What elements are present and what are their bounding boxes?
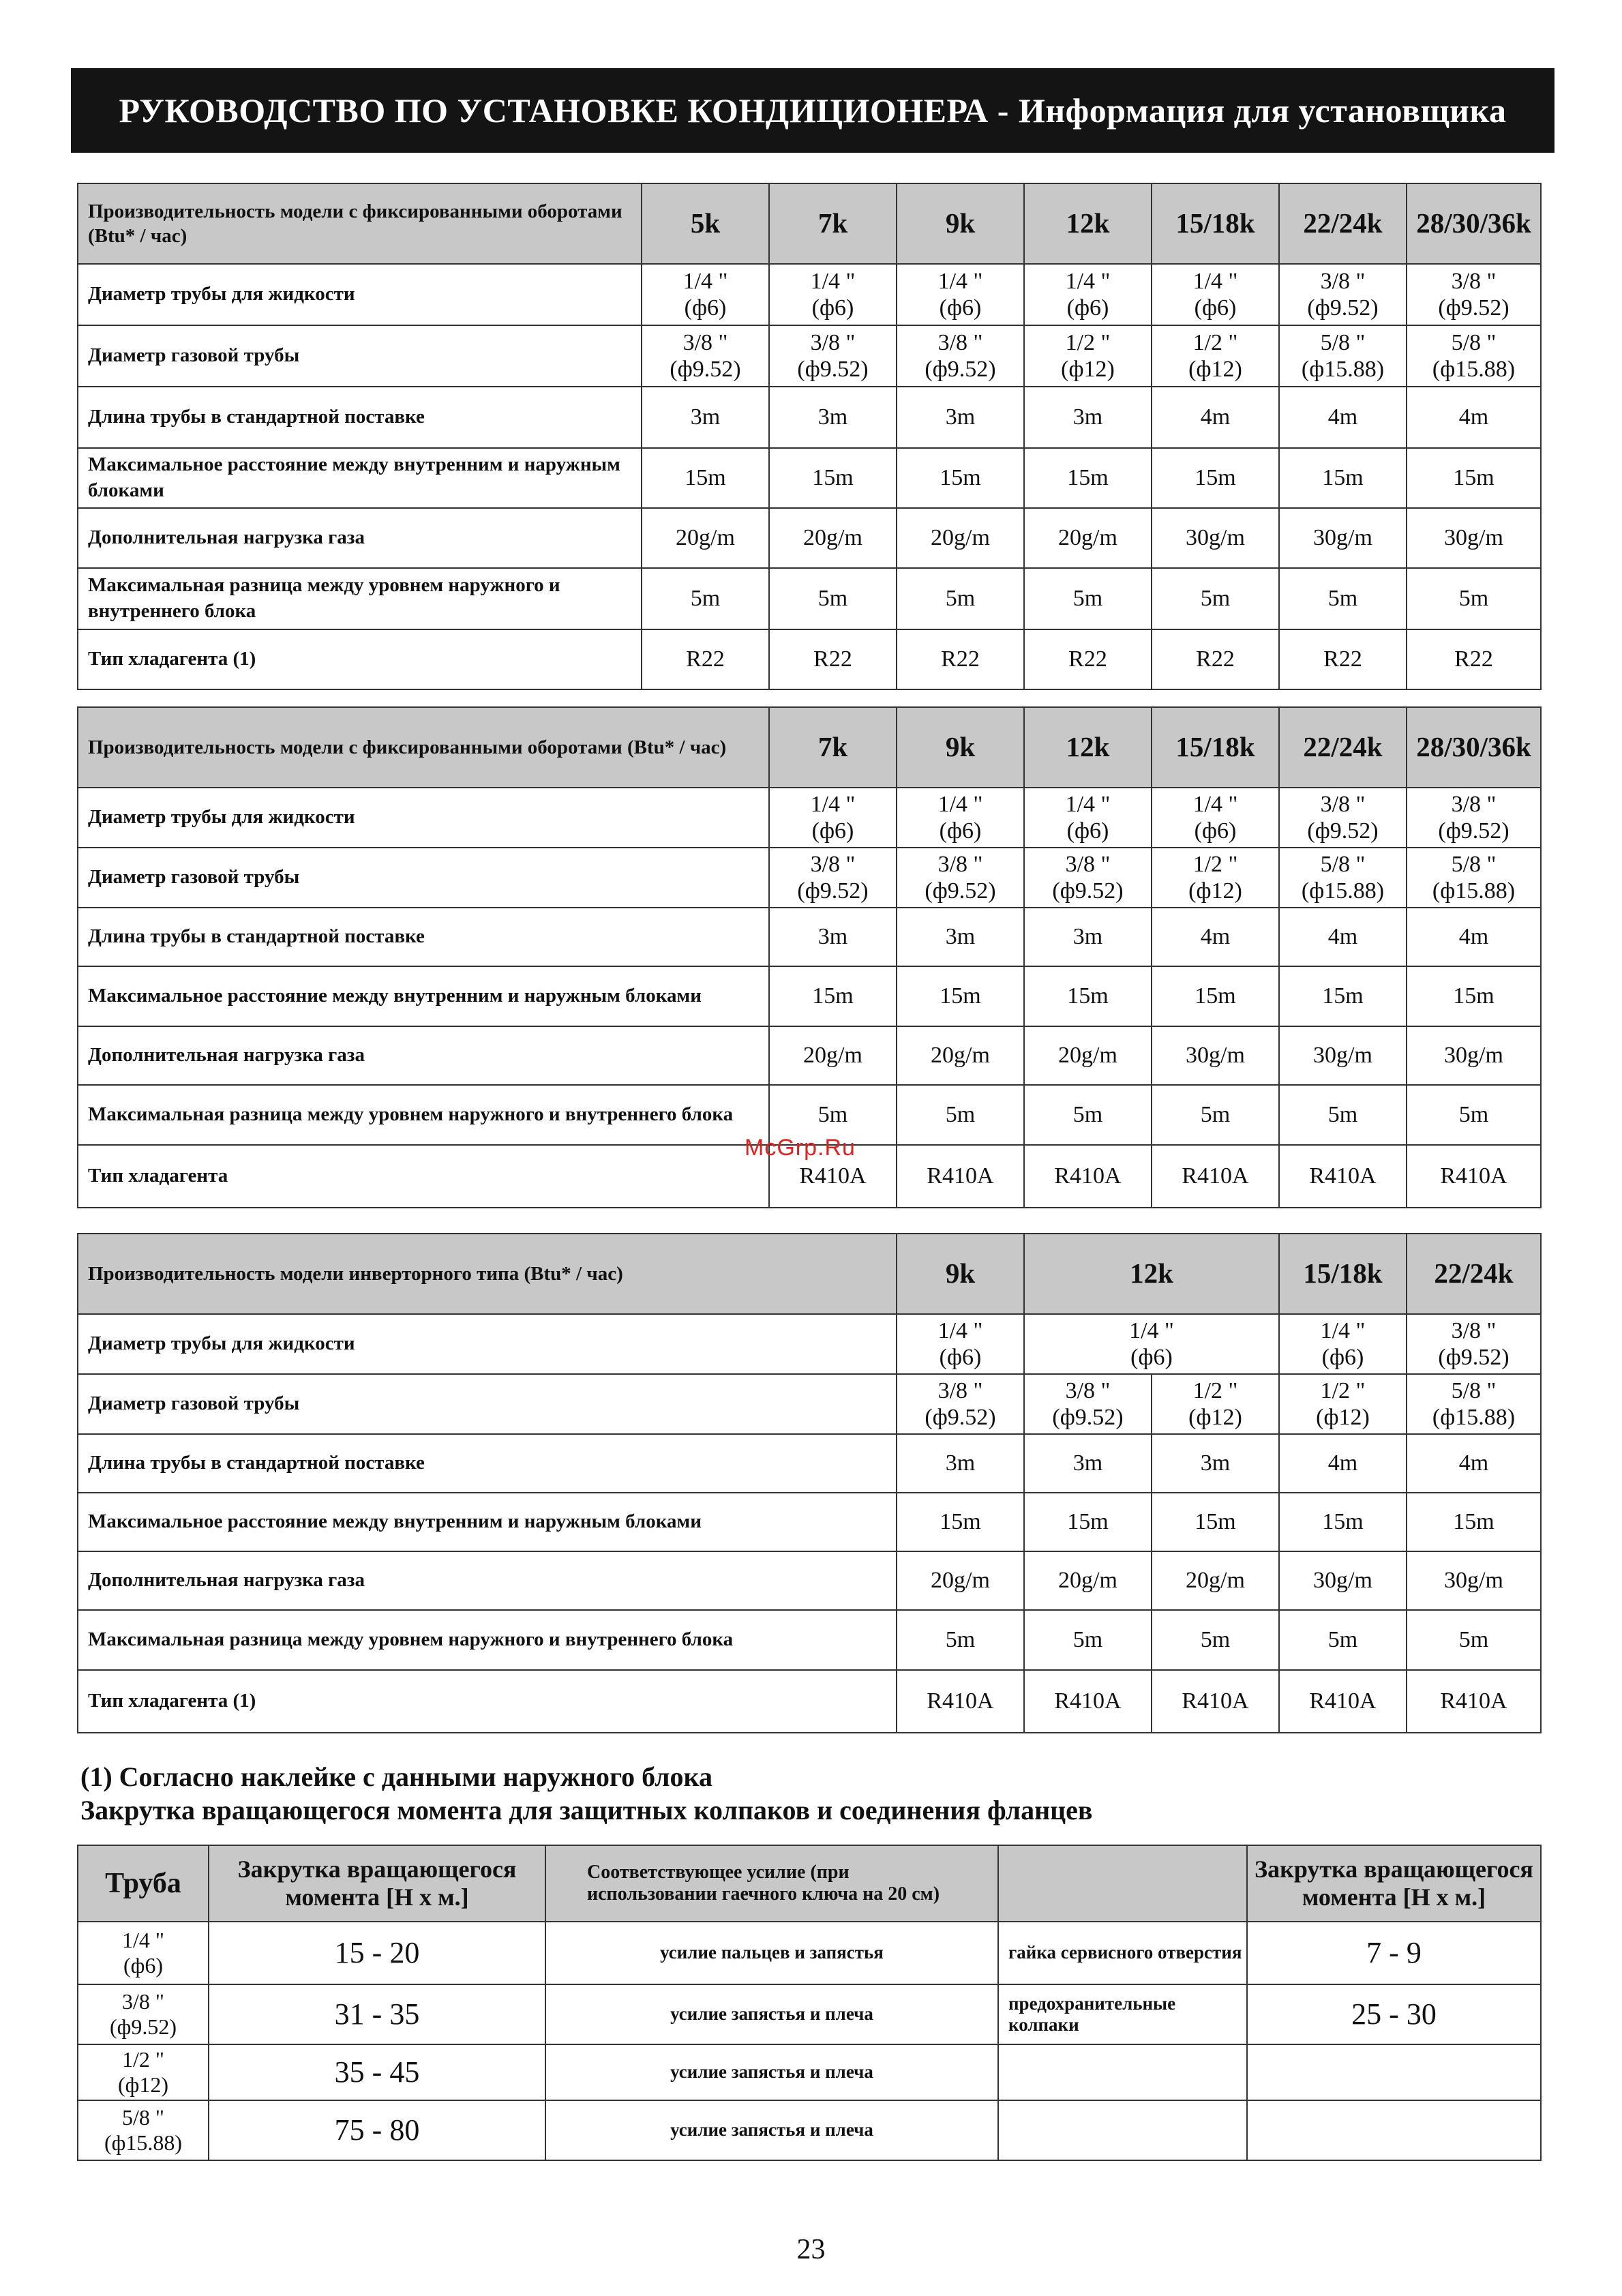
column-header: 28/30/36k bbox=[1407, 183, 1541, 264]
table-row bbox=[78, 568, 1541, 629]
table-row bbox=[78, 966, 1541, 1026]
table-cell: 5/8 " (ф15.88) bbox=[1279, 848, 1407, 908]
table-cell: 3m bbox=[897, 1434, 1024, 1493]
table-cell: 20g/m bbox=[897, 508, 1024, 568]
table-cell: 30g/m bbox=[1279, 1026, 1407, 1085]
table-cell: 20g/m bbox=[897, 1551, 1024, 1610]
spec-table-fixed-r22 bbox=[77, 183, 1542, 690]
row-label: Дополнительная нагрузка газа bbox=[78, 1551, 897, 1610]
table-cell: 1/4 " (ф6) bbox=[1279, 1314, 1407, 1374]
table-cell: R410A bbox=[769, 1145, 897, 1208]
table-cell: 4m bbox=[1279, 908, 1407, 966]
table-row bbox=[78, 1610, 1541, 1670]
column-header: 7k bbox=[769, 707, 897, 788]
table-cell: 1/4 " (ф6) bbox=[1152, 788, 1279, 848]
column-header: 12k bbox=[1024, 183, 1152, 264]
table-cell: 5/8 " (ф15.88) bbox=[1407, 325, 1541, 387]
table-cell: 15m bbox=[1152, 1493, 1279, 1551]
table-cell: 3/8 " (ф9.52) bbox=[1279, 788, 1407, 848]
table-header-row bbox=[78, 183, 1541, 264]
column-header: 12k bbox=[1024, 707, 1152, 788]
table-cell: 3m bbox=[897, 387, 1024, 448]
table-cell: 1/4 " (ф6) bbox=[769, 264, 897, 325]
table-cell: 5m bbox=[1279, 1610, 1407, 1670]
row-label: Дополнительная нагрузка газа bbox=[78, 508, 642, 568]
spec-table-inverter bbox=[77, 1233, 1542, 1733]
table-cell: 3/8 " (ф9.52) bbox=[897, 325, 1024, 387]
column-header: 7k bbox=[769, 183, 897, 264]
table-cell: 30g/m bbox=[1152, 508, 1279, 568]
table-cell: 15m bbox=[1024, 1493, 1152, 1551]
table-caption: Производительность модели инверторного типа (Btu* / час) bbox=[78, 1234, 897, 1314]
row-label: Тип хладагента (1) bbox=[78, 1670, 897, 1733]
table-cell: 3/8 " (ф9.52) bbox=[897, 848, 1024, 908]
table-cell: 3m bbox=[1024, 1434, 1152, 1493]
table-cell: 1/4 " (ф6) bbox=[897, 1314, 1024, 1374]
table-cell: 20g/m bbox=[1024, 1026, 1152, 1085]
table-cell: 5/8 " (ф15.88) bbox=[1407, 848, 1541, 908]
table-cell: 1/2 " (ф12) bbox=[1024, 325, 1152, 387]
table-cell: 5/8 " (ф15.88) bbox=[78, 2100, 209, 2160]
table-cell: 1/4 " (ф6) bbox=[1152, 264, 1279, 325]
table-cell: 20g/m bbox=[769, 1026, 897, 1085]
table-cell: 75 - 80 bbox=[209, 2100, 545, 2160]
table-cell: R22 bbox=[1024, 629, 1152, 689]
table-cell: 1/4 " (ф6) bbox=[1024, 788, 1152, 848]
row-label: Максимальная разница между уровнем наружного и внутреннего блока bbox=[78, 1085, 769, 1145]
table-cell: 3/8 " (ф9.52) bbox=[642, 325, 769, 387]
table-cell: 1/4 " (ф6) bbox=[1024, 1314, 1279, 1374]
table-cell: 15m bbox=[1024, 966, 1152, 1026]
table-cell: R22 bbox=[1407, 629, 1541, 689]
table-cell: 4m bbox=[1279, 1434, 1407, 1493]
table-header-row bbox=[78, 707, 1541, 788]
table-row bbox=[78, 1922, 1541, 1984]
column-header: 22/24k bbox=[1407, 1234, 1541, 1314]
table-row bbox=[78, 508, 1541, 568]
column-header bbox=[998, 1845, 1247, 1922]
table-row bbox=[78, 629, 1541, 689]
table-cell: 1/4 " (ф6) bbox=[897, 264, 1024, 325]
row-label: Дополнительная нагрузка газа bbox=[78, 1026, 769, 1085]
table-cell: усилие запястья и плеча bbox=[545, 2100, 998, 2160]
table-caption: Производительность модели с фиксированными оборотами (Btu* / час) bbox=[78, 183, 642, 264]
table-cell: 15m bbox=[1407, 966, 1541, 1026]
row-label: Тип хладагента (1) bbox=[78, 629, 642, 689]
table-cell: R22 bbox=[897, 629, 1024, 689]
table-cell: 30g/m bbox=[1279, 508, 1407, 568]
table-cell: 5m bbox=[1407, 1610, 1541, 1670]
column-header: 22/24k bbox=[1279, 707, 1407, 788]
table-cell: 5m bbox=[1279, 1085, 1407, 1145]
column-header: Труба bbox=[78, 1845, 209, 1922]
table-cell: 5m bbox=[897, 1085, 1024, 1145]
table-cell: 1/2 " (ф12) bbox=[78, 2044, 209, 2100]
table-cell: гайка сервисного отверстия bbox=[998, 1922, 1247, 1984]
table-cell: усилие запястья и плеча bbox=[545, 2044, 998, 2100]
table-row bbox=[78, 448, 1541, 508]
table-cell: 20g/m bbox=[642, 508, 769, 568]
spec-table-fixed-r410a bbox=[77, 706, 1542, 1208]
table-cell: 15m bbox=[1279, 966, 1407, 1026]
page-number: 23 bbox=[796, 2234, 826, 2265]
page-header bbox=[71, 68, 1555, 153]
table-row bbox=[78, 1314, 1541, 1374]
table-cell: 35 - 45 bbox=[209, 2044, 545, 2100]
row-label: Длина трубы в стандартной поставке bbox=[78, 387, 642, 448]
table-cell: 3/8 " (ф9.52) bbox=[1024, 1374, 1152, 1434]
table-cell bbox=[1247, 2044, 1541, 2100]
table-cell: R410A bbox=[1024, 1145, 1152, 1208]
table-cell: 5m bbox=[642, 568, 769, 629]
table-cell: 30g/m bbox=[1407, 1026, 1541, 1085]
table-cell: 15m bbox=[1279, 448, 1407, 508]
table-cell: 4m bbox=[1152, 908, 1279, 966]
table-cell: R22 bbox=[769, 629, 897, 689]
table-cell: 15m bbox=[769, 966, 897, 1026]
column-header: 9k bbox=[897, 183, 1024, 264]
table-cell: 1/2 " (ф12) bbox=[1152, 848, 1279, 908]
row-label: Максимальное расстояние между внутренним и наружным блоками bbox=[78, 966, 769, 1026]
column-header: 22/24k bbox=[1279, 183, 1407, 264]
table-cell: 3/8 " (ф9.52) bbox=[1407, 264, 1541, 325]
table-cell: 3/8 " (ф9.52) bbox=[1407, 1314, 1541, 1374]
table-cell: 5/8 " (ф15.88) bbox=[1407, 1374, 1541, 1434]
table-cell: R410A bbox=[897, 1670, 1024, 1733]
table-cell: 5m bbox=[1024, 568, 1152, 629]
header-title: РУКОВОДСТВО ПО УСТАНОВКЕ КОНДИЦИОНЕРА - bbox=[119, 91, 1009, 130]
table-cell: 15m bbox=[1152, 448, 1279, 508]
table-row bbox=[78, 1670, 1541, 1733]
table-cell: 15m bbox=[1279, 1493, 1407, 1551]
table-cell: 15m bbox=[1024, 448, 1152, 508]
table-cell: 1/4 " (ф6) bbox=[642, 264, 769, 325]
table-cell: 15m bbox=[1407, 1493, 1541, 1551]
table-row bbox=[78, 387, 1541, 448]
table-cell: 4m bbox=[1152, 387, 1279, 448]
row-label: Тип хладагента bbox=[78, 1145, 769, 1208]
table-cell: 3/8 " (ф9.52) bbox=[1279, 264, 1407, 325]
table-cell: 5m bbox=[897, 568, 1024, 629]
table-cell: 5m bbox=[897, 1610, 1024, 1670]
table-cell: 4m bbox=[1407, 1434, 1541, 1493]
table-cell: 3/8 " (ф9.52) bbox=[769, 325, 897, 387]
table-cell: R22 bbox=[1152, 629, 1279, 689]
table-cell: 31 - 35 bbox=[209, 1984, 545, 2044]
table-cell: 3m bbox=[769, 908, 897, 966]
row-label: Диаметр трубы для жидкости bbox=[78, 788, 769, 848]
table-cell: 3m bbox=[642, 387, 769, 448]
table-cell: 5/8 " (ф15.88) bbox=[1279, 325, 1407, 387]
table-cell: 5m bbox=[1024, 1085, 1152, 1145]
row-label: Длина трубы в стандартной поставке bbox=[78, 1434, 897, 1493]
table-row bbox=[78, 908, 1541, 966]
table-cell: 4m bbox=[1279, 387, 1407, 448]
table-cell: R410A bbox=[1407, 1670, 1541, 1733]
table-cell: 20g/m bbox=[1024, 508, 1152, 568]
table-row bbox=[78, 788, 1541, 848]
table-cell: 4m bbox=[1407, 908, 1541, 966]
table-row bbox=[78, 325, 1541, 387]
row-label: Диаметр газовой трубы bbox=[78, 325, 642, 387]
table-cell: 4m bbox=[1407, 387, 1541, 448]
table-cell: R22 bbox=[642, 629, 769, 689]
row-label: Диаметр трубы для жидкости bbox=[78, 264, 642, 325]
table-cell bbox=[998, 2044, 1247, 2100]
table-cell: 3/8 " (ф9.52) bbox=[78, 1984, 209, 2044]
table-cell: 3/8 " (ф9.52) bbox=[1407, 788, 1541, 848]
column-header: 9k bbox=[897, 707, 1024, 788]
table-cell: 5m bbox=[1024, 1610, 1152, 1670]
row-label: Диаметр газовой трубы bbox=[78, 848, 769, 908]
table-cell: 5m bbox=[1407, 1085, 1541, 1145]
table-cell: R410A bbox=[897, 1145, 1024, 1208]
table-row bbox=[78, 1984, 1541, 2044]
table-header-row bbox=[78, 1845, 1541, 1922]
table-cell: 30g/m bbox=[1152, 1026, 1279, 1085]
table-cell: R410A bbox=[1407, 1145, 1541, 1208]
watermark: McGrp.Ru bbox=[745, 1135, 856, 1161]
table-cell: 15 - 20 bbox=[209, 1922, 545, 1984]
footnote: (1) Согласно наклейке с данными наружного блока bbox=[80, 1761, 712, 1792]
table-cell: 1/4 " (ф6) bbox=[78, 1922, 209, 1984]
column-header: Закрутка вращающегося момента [Н х м.] bbox=[1247, 1845, 1541, 1922]
table-cell: 20g/m bbox=[1152, 1551, 1279, 1610]
table-row bbox=[78, 1493, 1541, 1551]
table-cell: 3m bbox=[769, 387, 897, 448]
table-caption: Производительность модели с фиксированными оборотами (Btu* / час) bbox=[78, 707, 769, 788]
table-cell: R410A bbox=[1152, 1145, 1279, 1208]
table-row bbox=[78, 2044, 1541, 2100]
table-cell: 3/8 " (ф9.52) bbox=[897, 1374, 1024, 1434]
table-cell: 5m bbox=[769, 1085, 897, 1145]
table-cell: 15m bbox=[1407, 448, 1541, 508]
table-row bbox=[78, 1551, 1541, 1610]
column-header: 9k bbox=[897, 1234, 1024, 1314]
column-header: 12k bbox=[1024, 1234, 1279, 1314]
table-cell: 20g/m bbox=[1024, 1551, 1152, 1610]
column-header: 15/18k bbox=[1152, 707, 1279, 788]
table-cell: 3m bbox=[1024, 908, 1152, 966]
table-cell: 5m bbox=[1152, 1610, 1279, 1670]
table-cell: 20g/m bbox=[897, 1026, 1024, 1085]
table-cell: усилие запястья и плеча bbox=[545, 1984, 998, 2044]
table-cell: 30g/m bbox=[1407, 1551, 1541, 1610]
header-subtitle: Информация для установщика bbox=[1018, 91, 1507, 130]
table-cell: 15m bbox=[897, 966, 1024, 1026]
table-cell: R410A bbox=[1279, 1670, 1407, 1733]
table-cell: R410A bbox=[1279, 1145, 1407, 1208]
table-cell: 20g/m bbox=[769, 508, 897, 568]
table-row bbox=[78, 1026, 1541, 1085]
row-label: Диаметр трубы для жидкости bbox=[78, 1314, 897, 1374]
row-label: Максимальная разница между уровнем наружного и внутреннего блока bbox=[78, 568, 642, 629]
table-cell: 15m bbox=[769, 448, 897, 508]
table-cell: 7 - 9 bbox=[1247, 1922, 1541, 1984]
table-cell: 30g/m bbox=[1279, 1551, 1407, 1610]
table-row bbox=[78, 848, 1541, 908]
table-cell: усилие пальцев и запястья bbox=[545, 1922, 998, 1984]
table-row bbox=[78, 264, 1541, 325]
table-header-row bbox=[78, 1234, 1541, 1314]
table-cell: 30g/m bbox=[1407, 508, 1541, 568]
row-label: Максимальная разница между уровнем наружного и внутреннего блока bbox=[78, 1610, 897, 1670]
table-cell: 15m bbox=[897, 448, 1024, 508]
table-row bbox=[78, 2100, 1541, 2160]
table-cell: R410A bbox=[1024, 1670, 1152, 1733]
row-label: Максимальное расстояние между внутренним и наружным блоками bbox=[78, 448, 642, 508]
table-cell: 1/4 " (ф6) bbox=[769, 788, 897, 848]
section-heading: Закрутка вращающегося момента для защитных колпаков и соединения фланцев bbox=[80, 1795, 1093, 1825]
table-cell: 3/8 " (ф9.52) bbox=[769, 848, 897, 908]
column-header: 15/18k bbox=[1279, 1234, 1407, 1314]
table-cell: 3m bbox=[1152, 1434, 1279, 1493]
table-cell: 5m bbox=[1152, 568, 1279, 629]
table-cell: 5m bbox=[1279, 568, 1407, 629]
table-cell: 3m bbox=[897, 908, 1024, 966]
table-cell bbox=[998, 2100, 1247, 2160]
table-cell: 1/4 " (ф6) bbox=[1024, 264, 1152, 325]
table-cell: 3m bbox=[1024, 387, 1152, 448]
table-cell: 1/2 " (ф12) bbox=[1152, 325, 1279, 387]
table-cell: 15m bbox=[897, 1493, 1024, 1551]
table-cell: 15m bbox=[1152, 966, 1279, 1026]
column-header: Соответствующее усилие (при использовании гаечного ключа на 20 см) bbox=[545, 1845, 998, 1922]
column-header: 5k bbox=[642, 183, 769, 264]
table-cell: 5m bbox=[1152, 1085, 1279, 1145]
table-cell: 1/2 " (ф12) bbox=[1152, 1374, 1279, 1434]
table-cell bbox=[1247, 2100, 1541, 2160]
column-header: Закрутка вращающегося момента [Н х м.] bbox=[209, 1845, 545, 1922]
row-label: Диаметр газовой трубы bbox=[78, 1374, 897, 1434]
table-cell: предохранительные колпаки bbox=[998, 1984, 1247, 2044]
column-header: 15/18k bbox=[1152, 183, 1279, 264]
table-cell: 5m bbox=[769, 568, 897, 629]
torque-table bbox=[77, 1845, 1542, 2161]
table-cell: R22 bbox=[1279, 629, 1407, 689]
row-label: Максимальное расстояние между внутренним и наружным блоками bbox=[78, 1493, 897, 1551]
table-cell: R410A bbox=[1152, 1670, 1279, 1733]
table-cell: 15m bbox=[642, 448, 769, 508]
table-cell: 1/4 " (ф6) bbox=[897, 788, 1024, 848]
table-row bbox=[78, 1374, 1541, 1434]
row-label: Длина трубы в стандартной поставке bbox=[78, 908, 769, 966]
column-header: 28/30/36k bbox=[1407, 707, 1541, 788]
table-cell: 5m bbox=[1407, 568, 1541, 629]
table-row bbox=[78, 1434, 1541, 1493]
table-cell: 1/2 " (ф12) bbox=[1279, 1374, 1407, 1434]
table-cell: 3/8 " (ф9.52) bbox=[1024, 848, 1152, 908]
table-cell: 25 - 30 bbox=[1247, 1984, 1541, 2044]
